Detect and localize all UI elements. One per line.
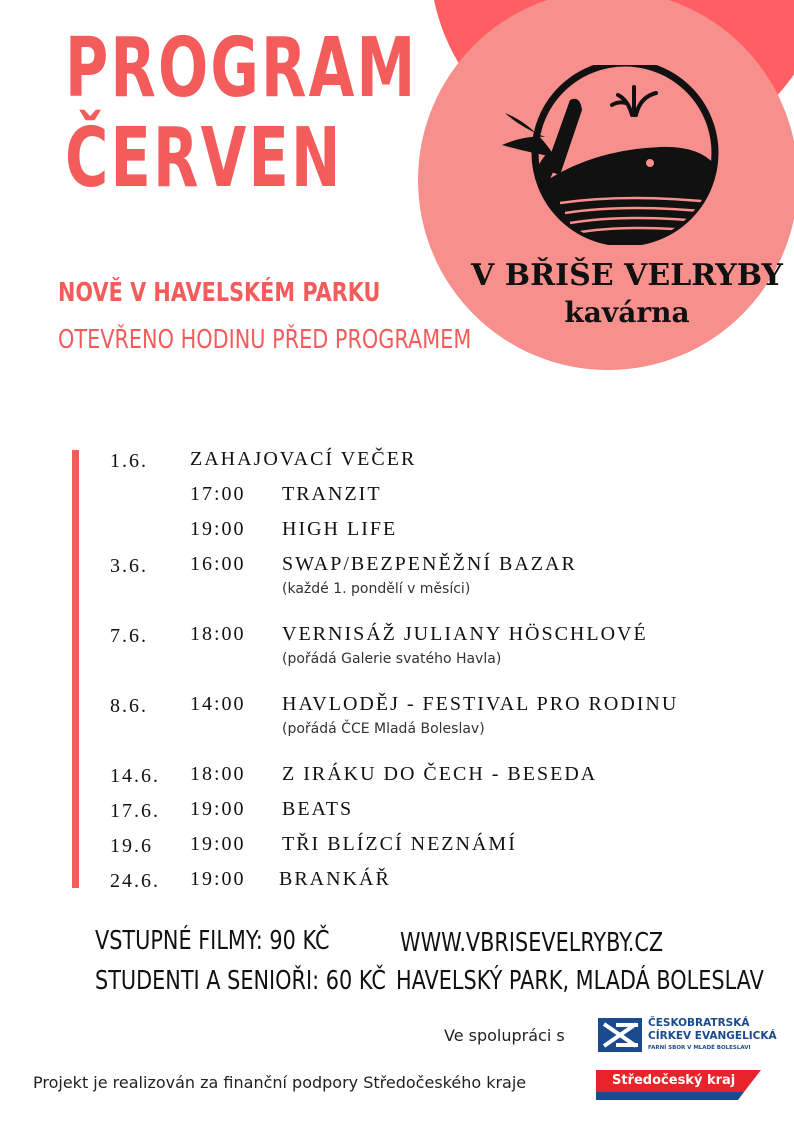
- schedule-date: 7.6.: [110, 625, 148, 647]
- support-statement: Projekt je realizován za finanční podpory Středočeského kraje: [33, 1073, 527, 1092]
- schedule-date: 24.6.: [110, 870, 160, 892]
- price-films: VSTUPNÉ FILMY: 90 KČ: [95, 926, 330, 956]
- schedule-time: 16:00: [190, 553, 246, 575]
- schedule-title: HAVLODĚJ - FESTIVAL PRO RODINU: [282, 693, 679, 715]
- brand-name: V BŘIŠE VELRYBY: [471, 258, 783, 293]
- schedule-title: BRANKÁŘ: [279, 868, 391, 890]
- schedule-date: 8.6.: [110, 695, 148, 717]
- page-title-line1: PROGRAM: [65, 21, 418, 116]
- schedule-note: (každé 1. pondělí v měsíci): [282, 581, 471, 597]
- schedule-time: 19:00: [190, 798, 246, 820]
- schedule-title: VERNISÁŽ JULIANY HÖSCHLOVÉ: [282, 623, 648, 645]
- schedule-note: (pořádá Galerie svatého Havla): [282, 651, 502, 667]
- schedule-title: BEATS: [282, 798, 354, 820]
- cce-name-line3: FARNÍ SBOR V MLADÉ BOLESLAVI: [648, 1045, 751, 1051]
- schedule-time: 17:00: [190, 483, 246, 505]
- schedule-title: HIGH LIFE: [282, 518, 398, 540]
- schedule-date: 19.6: [110, 835, 153, 857]
- cce-name-line2: CÍRKEV EVANGELICKÁ: [648, 1030, 777, 1042]
- subtitle-opening: OTEVŘENO HODINU PŘED PROGRAMEM: [58, 325, 472, 355]
- schedule-date: 17.6.: [110, 800, 160, 822]
- price-students: STUDENTI A SENIOŘI: 60 KČ: [95, 966, 386, 996]
- website-link[interactable]: WWW.VBRISEVELRYBY.CZ: [400, 928, 664, 958]
- schedule-time: 18:00: [190, 763, 246, 785]
- schedule-note: (pořádá ČCE Mladá Boleslav): [282, 721, 485, 737]
- schedule-time: 19:00: [190, 868, 246, 890]
- schedule-date: 3.6.: [110, 555, 148, 577]
- schedule-time: 18:00: [190, 623, 246, 645]
- whale-icon: [500, 65, 730, 245]
- schedule-title: TŘI BLÍZCÍ NEZNÁMÍ: [282, 833, 517, 855]
- cce-name-line1: ČESKOBRATRSKÁ: [648, 1017, 750, 1029]
- kraj-logo-label: Středočeský kraj: [612, 1073, 736, 1088]
- schedule-date: 14.6.: [110, 765, 160, 787]
- address: HAVELSKÝ PARK, MLADÁ BOLESLAV: [396, 966, 764, 996]
- schedule-title: SWAP/BEZPENĚŽNÍ BAZAR: [282, 553, 577, 575]
- brand-type: kavárna: [564, 296, 690, 329]
- schedule-time: 19:00: [190, 833, 246, 855]
- schedule-time: 19:00: [190, 518, 246, 540]
- schedule-title: ZAHAJOVACÍ VEČER: [190, 448, 417, 470]
- cce-logo-icon: [598, 1018, 642, 1052]
- page-title-line2: ČERVEN: [65, 111, 343, 206]
- schedule-accent-bar: [72, 450, 79, 888]
- schedule-title: TRANZIT: [282, 483, 382, 505]
- schedule-title: Z IRÁKU DO ČECH - BESEDA: [282, 763, 598, 785]
- subtitle-park: NOVĚ V HAVELSKÉM PARKU: [58, 278, 381, 308]
- schedule-date: 1.6.: [110, 450, 148, 472]
- schedule-time: 14:00: [190, 693, 246, 715]
- cooperation-label: Ve spolupráci s: [444, 1026, 565, 1045]
